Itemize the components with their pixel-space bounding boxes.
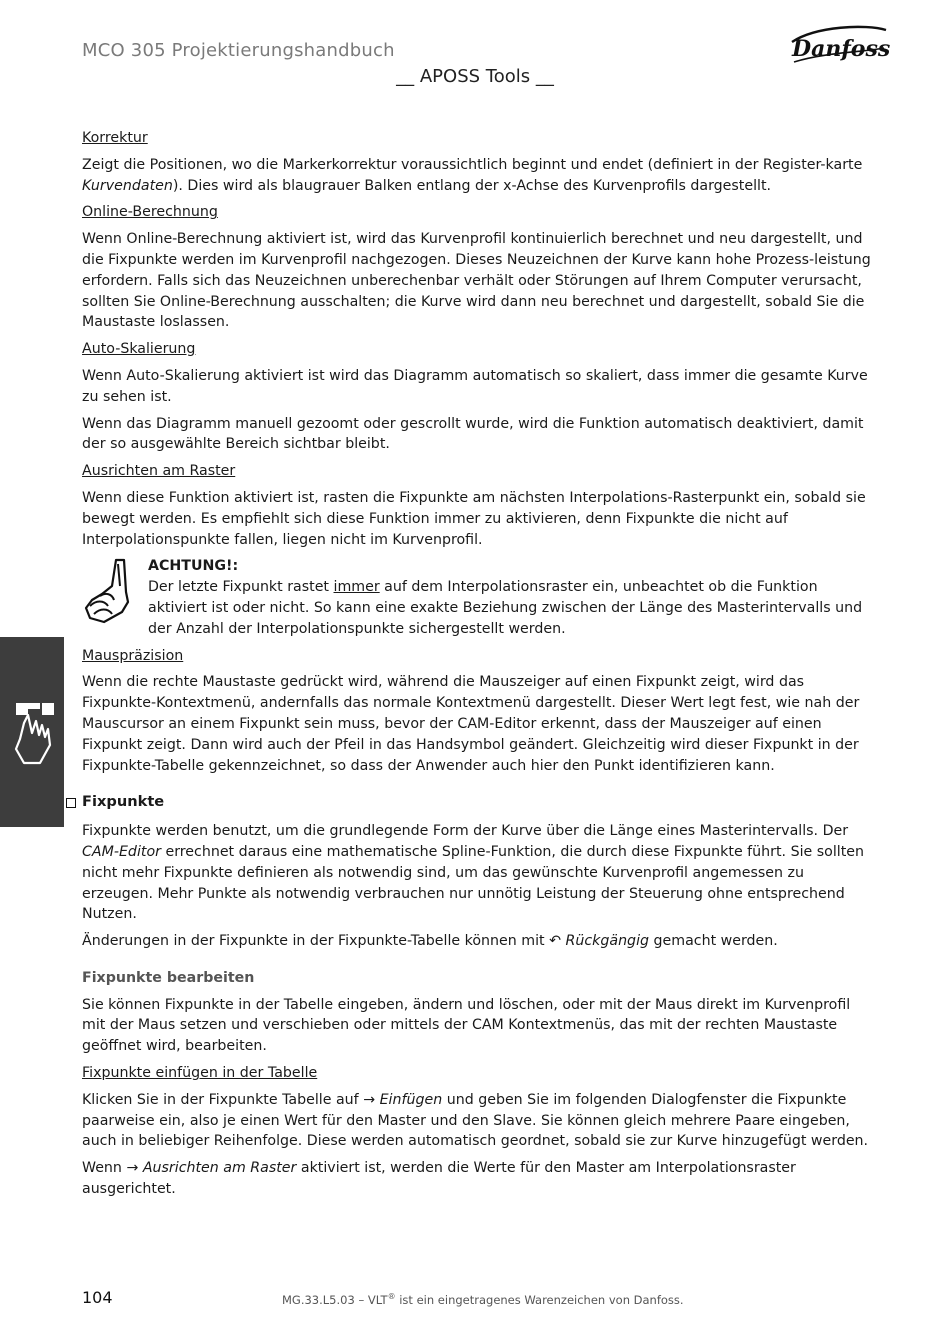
hand-pointer-icon: [10, 699, 56, 767]
text-span: Änderungen in der Fixpunkte in der Fixpunkte-Tabelle können mit: [82, 933, 550, 950]
subheading-online-berechnung: Online-Berechnung: [82, 204, 218, 221]
footer-trademark: [282, 1292, 684, 1307]
paragraph-fixpunkte-2: [82, 931, 872, 952]
paragraph-auto-skalierung-2: Wenn das Diagramm manuell gezoomt oder gescrollt wurde, wird die Funktion automatisch deaktiviert, damit der so ausgewählte Bereich sichtbar bleibt.: [82, 415, 864, 453]
text-span: auf dem Interpolationsraster ein, unbeachtet ob die Funktion aktiviert ist oder nicht. So kann eine exakte Beziehung zwischen der Länge des Masterintervalls und der Anzahl der Interpolationspunkte sichergestellt werden.: [148, 579, 863, 637]
warning-text: [148, 577, 872, 639]
emphasis-ausrichten-am-raster: Ausrichten am Raster: [142, 1160, 297, 1177]
chapter-tab: [0, 637, 64, 827]
text-span: ist ein eingetragenes Warenzeichen von Danfoss.: [395, 1292, 684, 1307]
emphasis-kurvendaten: Kurvendaten: [82, 177, 173, 194]
warning-hand-icon: [82, 556, 138, 626]
section-title: __ APOSS Tools __: [396, 66, 554, 87]
paragraph-fixpunkte-1: [82, 821, 872, 925]
text-span: aktiviert ist, werden die Werte für den Master am Interpolationsraster ausgerichtet.: [82, 1160, 796, 1198]
text-span: Klicken Sie in der Fixpunkte Tabelle auf: [82, 1091, 364, 1108]
square-bullet-icon: [66, 798, 76, 808]
heading-fixpunkte-bearbeiten: Fixpunkte bearbeiten: [82, 969, 255, 986]
main-content: [82, 128, 872, 1206]
paragraph-online-berechnung: Wenn Online-Berechnung aktiviert ist, wird das Kurvenprofil kontinuierlich berechnet und neu dargestellt, und die Fixpunkte werden im Kurvenprofil nachgezogen. Dieses Neuzeichnen der Kurve kann hohe Prozess-leistung erfordern. Falls sich das Neuzeichnen unberechenbar verhält oder Störungen auf Ihrem Computer verursacht, sollten Sie Online-Berechnung ausschalten; die Kurve wird dann neu berechnet und dargestellt, sobald Sie die Maustaste loslassen.: [82, 231, 871, 331]
paragraph-auto-skalierung-1: Wenn Auto-Skalierung aktiviert ist wird das Diagramm automatisch so skaliert, dass immer die gesamte Kurve zu sehen ist.: [82, 367, 868, 405]
heading-text: Fixpunkte: [82, 793, 165, 811]
emphasis-rueckgaengig: Rückgängig: [565, 933, 650, 950]
paragraph-einfuegen-2: [82, 1158, 872, 1200]
arrow-right-icon: →: [126, 1160, 139, 1177]
danfoss-logo: [786, 22, 890, 66]
arrow-right-icon: →: [363, 1091, 376, 1108]
text-span: Zeigt die Positionen, wo die Markerkorrektur voraussichtlich beginnt und endet (definiert in der Register-karte: [82, 156, 863, 173]
undo-icon: ↶: [549, 933, 561, 950]
heading-fixpunkte: [66, 792, 872, 813]
registered-mark: ®: [387, 1292, 396, 1301]
page-number: 104: [82, 1288, 113, 1307]
paragraph-mauspraezision: Wenn die rechte Maustaste gedrückt wird, während die Mauszeiger auf einen Fixpunkt zeigt, wird das Fixpunkte-Kontextmenü, andernfalls das normale Kontextmenü dargestellt. Dieser Wert legt fest, wie nah der Mauscursor an einem Fixpunkt sein muss, bevor der CAM-Editor erkennt, dass der Mauszeiger auf einen Fixpunkt zeigt. Dann wird auch der Pfeil in das Handsymbol geändert. Gleichzeitig wird dieser Fixpunkt in der Fixpunkte-Tabelle gekennzeichnet, so dass der Anwender auch hier den Punkt identifizieren kann.: [82, 674, 860, 774]
subheading-ausrichten-am-raster: Ausrichten am Raster: [82, 463, 236, 480]
emphasis-cam-editor: CAM-Editor: [82, 843, 161, 860]
text-span: ). Dies wird als blaugrauer Balken entlang der x-Achse des Kurvenprofils dargestellt.: [172, 177, 772, 194]
underline-immer: immer: [333, 579, 380, 596]
text-span: und geben Sie im folgenden Dialogfenster die Fixpunkte paarweise ein, also je einen Wert für den Master und den Slave. Sie können gleich mehrere Paare eingeben, auch in beliebiger Reihenfolge. Diese werden automatisch geordnet, sobald sie zur Kurve hinzugefügt werden.: [82, 1091, 869, 1150]
warning-title: ACHTUNG!:: [148, 558, 239, 575]
paragraph-korrektur: [82, 155, 872, 197]
text-span: gemacht werden.: [649, 933, 778, 950]
warning-note: [82, 556, 872, 639]
text-span: errechnet daraus eine mathematische Spline-Funktion, die durch diese Fixpunkte führt. Sie sollten nicht mehr Fixpunkte definieren als notwendig sind, um das gewünschte Kurvenprofil angemessen zu erzeugen. Mehr Punkte als notwendig verbrauchen nur unnötig Leistung der Steuerung ohne entsprechend Nutzen.: [82, 843, 865, 923]
subheading-mauspraezision: Mauspräzision: [82, 647, 184, 664]
text-span: Der letzte Fixpunkt rastet: [148, 579, 334, 596]
document-title: MCO 305 Projektierungshandbuch: [82, 40, 395, 61]
paragraph-fixpunkte-bearbeiten: Sie können Fixpunkte in der Tabelle eingeben, ändern und löschen, oder mit der Maus direkt im Kurvenprofil mit der Maus setzen und verschieben oder mittels der CAM Kontextmenüs, das mit der rechten Maustaste geöffnet wird, bearbeiten.: [82, 996, 851, 1055]
paragraph-ausrichten-am-raster: Wenn diese Funktion aktiviert ist, rasten die Fixpunkte am nächsten Interpolations-Rasterpunkt ein, sobald sie bewegt werden. Es empfiehlt sich diese Funktion immer zu aktivieren, denn Fixpunkte die nicht auf Interpolationspunkte fallen, liegen nicht im Kurvenprofil.: [82, 489, 866, 548]
subheading-korrektur: Korrektur: [82, 130, 148, 146]
emphasis-einfuegen: Einfügen: [379, 1091, 443, 1108]
text-span: Wenn: [82, 1160, 127, 1177]
svg-text:Danfoss: Danfoss: [792, 36, 890, 62]
text-span: Fixpunkte werden benutzt, um die grundlegende Form der Kurve über die Länge eines Masterintervalls. Der: [82, 823, 849, 840]
text-span: MG.33.L5.03 – VLT: [282, 1292, 388, 1307]
paragraph-einfuegen-1: [82, 1090, 872, 1152]
subheading-auto-skalierung: Auto-Skalierung: [82, 341, 196, 358]
subheading-fixpunkte-einfuegen: Fixpunkte einfügen in der Tabelle: [82, 1065, 318, 1082]
